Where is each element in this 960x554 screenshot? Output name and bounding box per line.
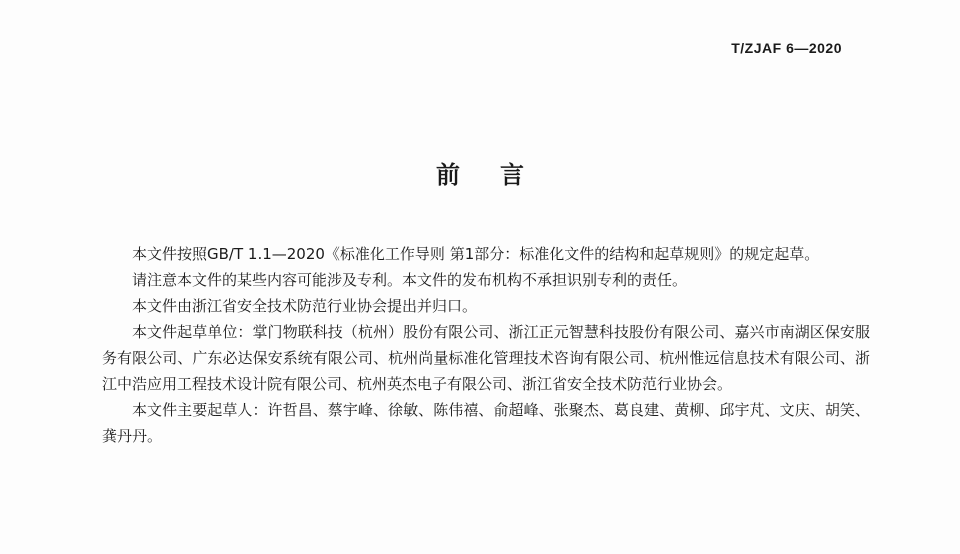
page-title: 前言 bbox=[436, 161, 564, 189]
paragraph-standard-reference: 本文件按照GB/T 1.1—2020《标准化工作导则 第1部分：标准化文件的结构和起草规则》的规定起草。 bbox=[132, 245, 820, 263]
paragraph-drafters: 本文件主要起草人：许哲昌、蔡宇峰、徐敏、陈伟禧、俞超峰、张聚杰、葛良建、黄柳、邱宇芃、文庆、胡笑、龚丹丹。 bbox=[102, 401, 870, 445]
paragraph-proposer: 本文件由浙江省安全技术防范行业协会提出并归口。 bbox=[132, 297, 478, 315]
paragraph-drafting-organizations: 本文件起草单位：掌门物联科技（杭州）股份有限公司、浙江正元智慧科技股份有限公司、嘉兴市南湖区保安服务有限公司、广东必达保安系统有限公司、杭州尚量标准化管理技术咨询有限公司、杭州惟远信息技术有限公司、浙江中浩应用工程技术设计院有限公司、杭州英杰电子有限公司、浙江省安全技术防范行业协会。 bbox=[102, 323, 870, 393]
paragraph-patent-notice: 请注意本文件的某些内容可能涉及专利。本文件的发布机构不承担识别专利的责任。 bbox=[132, 271, 688, 289]
document-code: T/ZJAF 6—2020 bbox=[731, 40, 842, 56]
document-body bbox=[102, 241, 870, 449]
